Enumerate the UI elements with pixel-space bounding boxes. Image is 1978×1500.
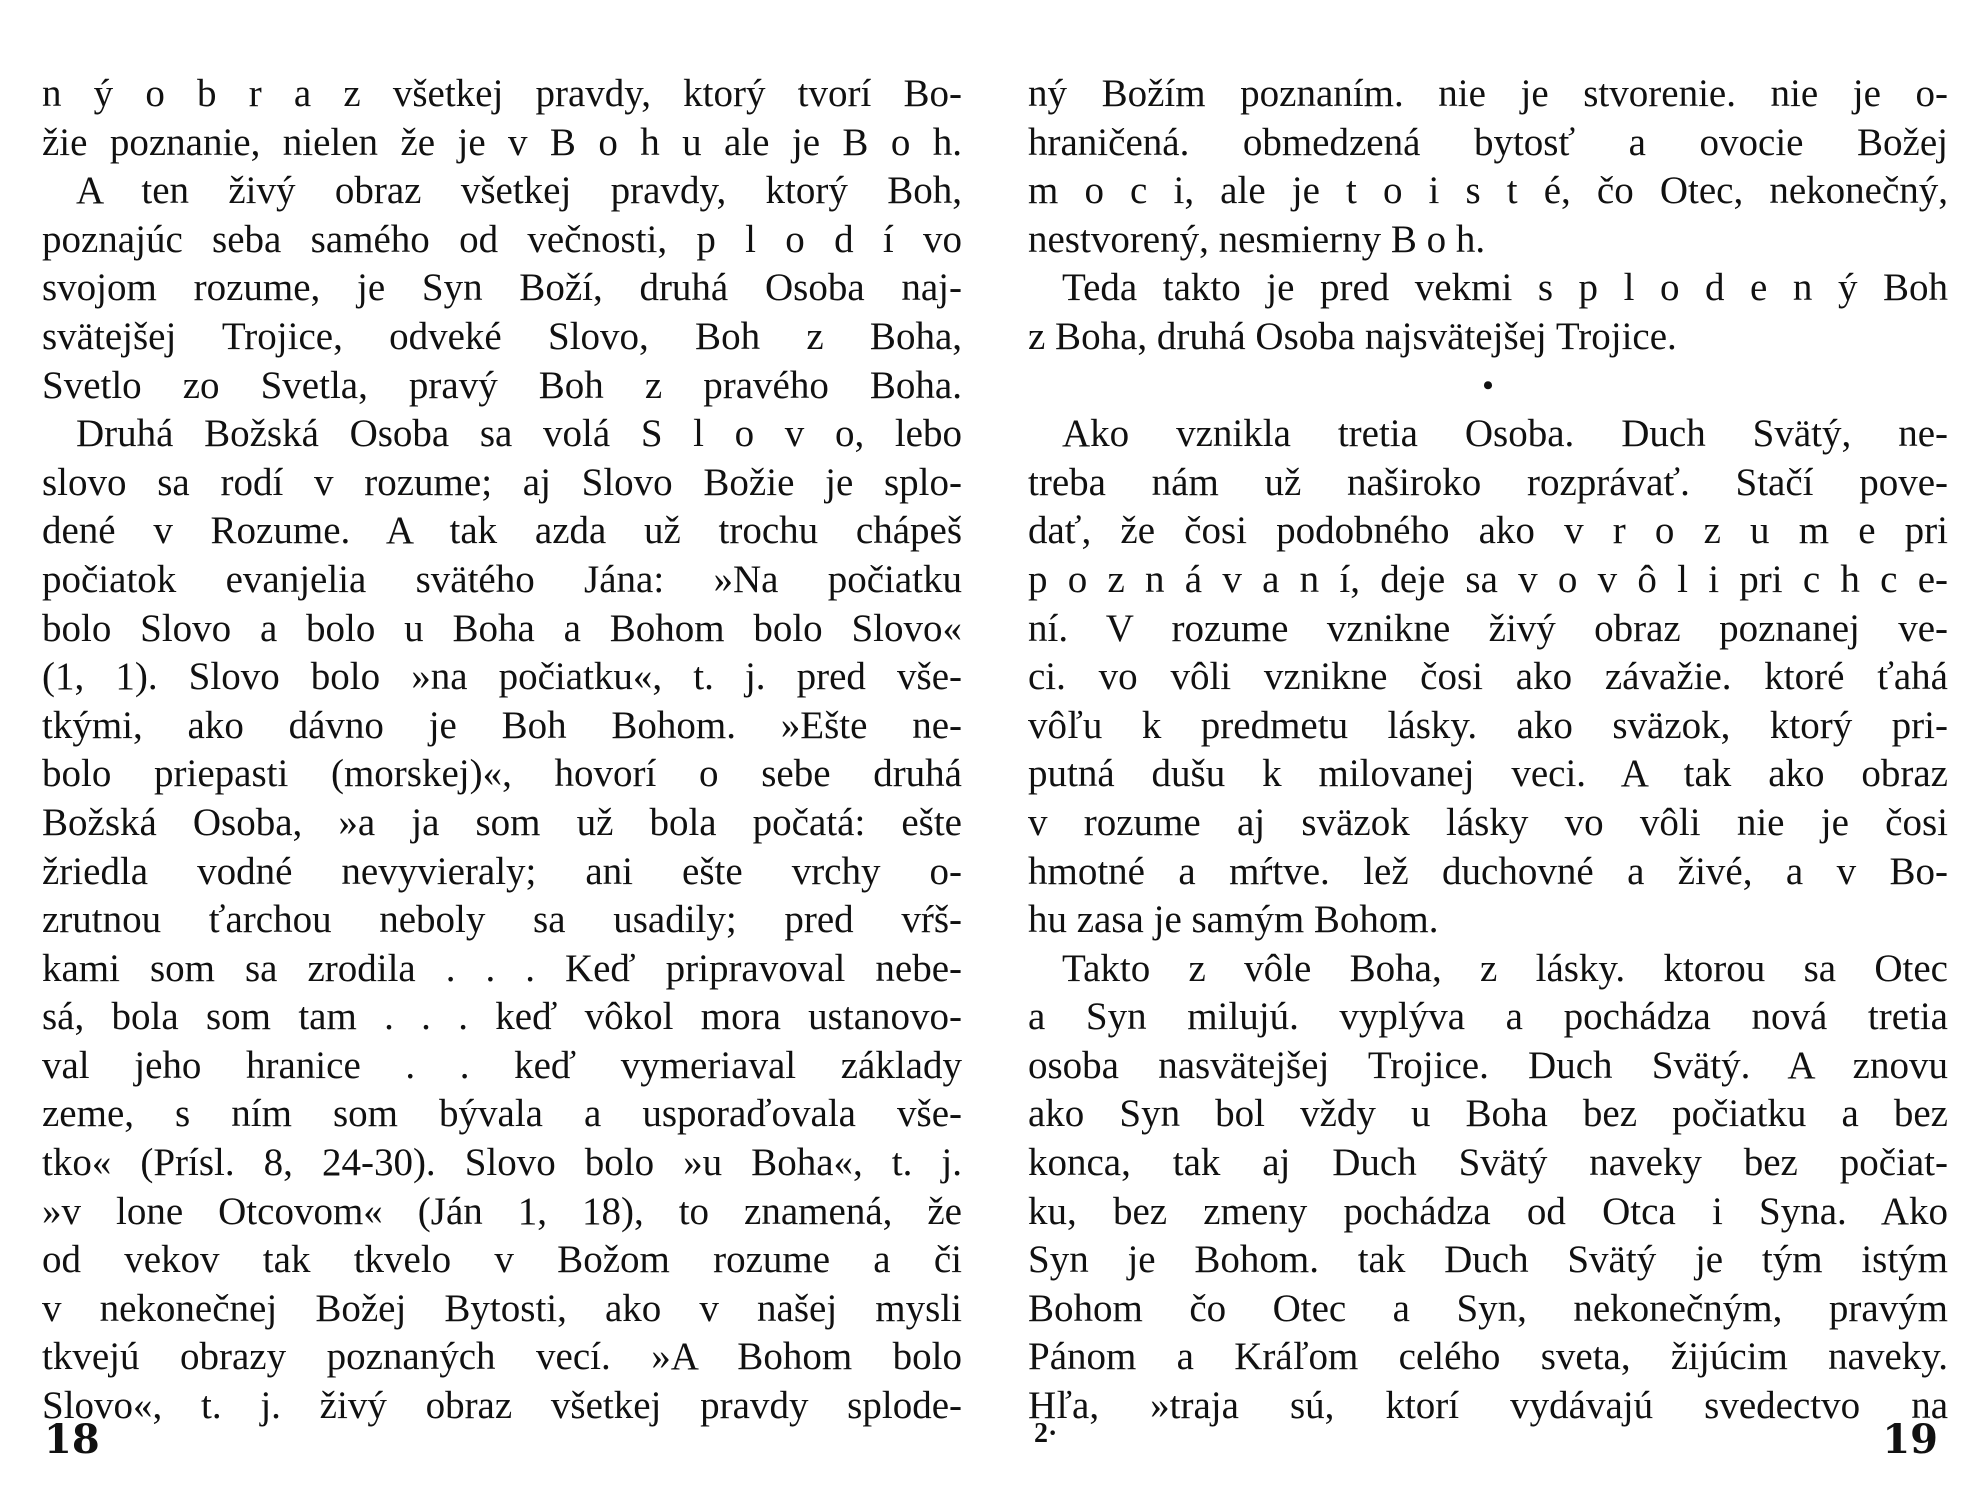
text-line: putná dušu k milovanej veci. A tak ako obraz	[1028, 752, 1948, 796]
text-line: Teda takto je pred vekmi s p l o d e n ý Boh	[1062, 266, 1948, 310]
text-line: bolo Slovo a bolo u Boha a Bohom bolo Slovo«	[42, 606, 962, 650]
text-line: konca, tak aj Duch Svätý naveky bez počiat-	[1028, 1141, 1948, 1185]
text-line: vôľu k predmetu lásky. ako sväzok, ktorý pri-	[1028, 703, 1948, 747]
text-line: bolo priepasti (morskej)«, hovorí o sebe druhá	[42, 752, 962, 796]
text-line: tko« (Prísl. 8, 24-30). Slovo bolo »u Boha«, t. j.	[42, 1141, 962, 1185]
text-line: Ako vznikla tretia Osoba. Duch Svätý, ne-	[1062, 412, 1948, 456]
text-line: Druhá Božská Osoba sa volá S l o v o, lebo	[76, 412, 962, 456]
text-line: p o z n á v a n í, deje sa v o v ô l i pri c h c e-	[1028, 557, 1948, 601]
text-line: treba nám už naširoko rozprávať. Stačí pove-	[1028, 460, 1948, 504]
text-line: z Boha, druhá Osoba najsvätejšej Trojice.	[1028, 314, 1677, 358]
text-line: Božská Osoba, »a ja som už bola počatá: ešte	[42, 800, 962, 844]
section-separator: •	[1482, 368, 1494, 402]
text-line: svojom rozume, je Syn Boží, druhá Osoba naj-	[42, 266, 962, 310]
text-line: osoba nasvätejšej Trojice. Duch Svätý. A znovu	[1028, 1043, 1948, 1087]
text-line: dené v Rozume. A tak azda už trochu chápeš	[42, 509, 962, 553]
page-number-left: 18	[44, 1416, 100, 1463]
right-page-text-top	[1028, 70, 1948, 362]
text-line: a Syn milujú. vyplýva a pochádza nová tretia	[1028, 995, 1948, 1039]
right-page-text-bottom	[1028, 410, 1948, 1430]
text-line: tkvejú obrazy poznaných vecí. »A Bohom bolo	[42, 1335, 962, 1379]
text-line: Syn je Bohom. tak Duch Svätý je tým istým	[1028, 1238, 1948, 1282]
text-line: dať, že čosi podobného ako v r o z u m e pri	[1028, 509, 1948, 553]
text-line: ci. vo vôli vznikne čosi ako závažie. ktoré ťahá	[1028, 655, 1948, 699]
text-line: žie poznanie, nielen že je v B o h u ale je B o h.	[42, 120, 962, 164]
text-line: zeme, s ním som bývala a usporaďovala vše-	[42, 1092, 962, 1136]
text-line: »v lone Otcovom« (Ján 1, 18), to znamená, že	[42, 1189, 962, 1233]
text-line: Takto z vôle Boha, z lásky. ktorou sa Otec	[1062, 946, 1948, 990]
text-line: svätejšej Trojice, odveké Slovo, Boh z Boha,	[42, 314, 962, 358]
text-line: hraničená. obmedzená bytosť a ovocie Božej	[1028, 120, 1948, 164]
text-line: val jeho hranice . . keď vymeriaval základy	[42, 1043, 962, 1087]
page-number-right: 19	[1882, 1416, 1938, 1463]
right-page	[1028, 70, 1948, 1431]
text-line: A ten živý obraz všetkej pravdy, ktorý Boh,	[76, 169, 962, 213]
text-line: Pánom a Kráľom celého sveta, žijúcim naveky.	[1028, 1335, 1948, 1379]
text-line: počiatok evanjelia svätého Jána: »Na počiatku	[42, 557, 962, 601]
text-line: Svetlo zo Svetla, pravý Boh z pravého Boha.	[42, 363, 962, 407]
left-page	[42, 70, 962, 1431]
text-line: žriedla vodné nevyvieraly; ani ešte vrchy o-	[42, 849, 962, 893]
text-line: tkými, ako dávno je Boh Bohom. »Ešte ne-	[42, 703, 962, 747]
text-line: od vekov tak tkvelo v Božom rozume a či	[42, 1238, 962, 1282]
text-line: ku, bez zmeny pochádza od Otca i Syna. Ako	[1028, 1189, 1948, 1233]
text-line: nestvorený, nesmierny B o h.	[1028, 217, 1486, 261]
text-line: zrutnou ťarchou neboly sa usadily; pred vŕš-	[42, 898, 962, 942]
text-line: ný Božím poznaním. nie je stvorenie. nie je o-	[1028, 72, 1948, 115]
text-line: (1, 1). Slovo bolo »na počiatku«, t. j. pred vše-	[42, 655, 962, 699]
text-line: slovo sa rodí v rozume; aj Slovo Božie je splo-	[42, 460, 962, 504]
text-line: v rozume aj sväzok lásky vo vôli nie je čosi	[1028, 800, 1948, 844]
text-line: hmotné a mŕtve. lež duchovné a živé, a v Bo-	[1028, 849, 1948, 893]
text-line: Bohom čo Otec a Syn, nekonečným, pravým	[1028, 1286, 1948, 1330]
text-line: n ý o b r a z všetkej pravdy, ktorý tvorí Bo-	[42, 72, 962, 115]
text-line: ní. V rozume vznikne živý obraz poznanej ve-	[1028, 606, 1948, 650]
text-line: poznajúc seba samého od večnosti, p l o d í vo	[42, 217, 962, 261]
signature-mark: 2·	[1034, 1418, 1058, 1449]
text-line: Slovo«, t. j. živý obraz všetkej pravdy splode-	[42, 1384, 962, 1428]
text-line: v nekonečnej Božej Bytosti, ako v našej mysli	[42, 1286, 962, 1330]
text-line: ako Syn bol vždy u Boha bez počiatku a bez	[1028, 1092, 1948, 1136]
text-line: Hľa, »traja sú, ktorí vydávajú svedectvo na	[1028, 1384, 1948, 1428]
text-line: kami som sa zrodila . . . Keď pripravoval nebe-	[42, 946, 962, 990]
text-line: hu zasa je samým Bohom.	[1028, 898, 1439, 942]
text-line: m o c i, ale je t o i s t é, čo Otec, nekonečný,	[1028, 169, 1948, 213]
text-line: sá, bola som tam . . . keď vôkol mora ustanovo-	[42, 995, 962, 1039]
